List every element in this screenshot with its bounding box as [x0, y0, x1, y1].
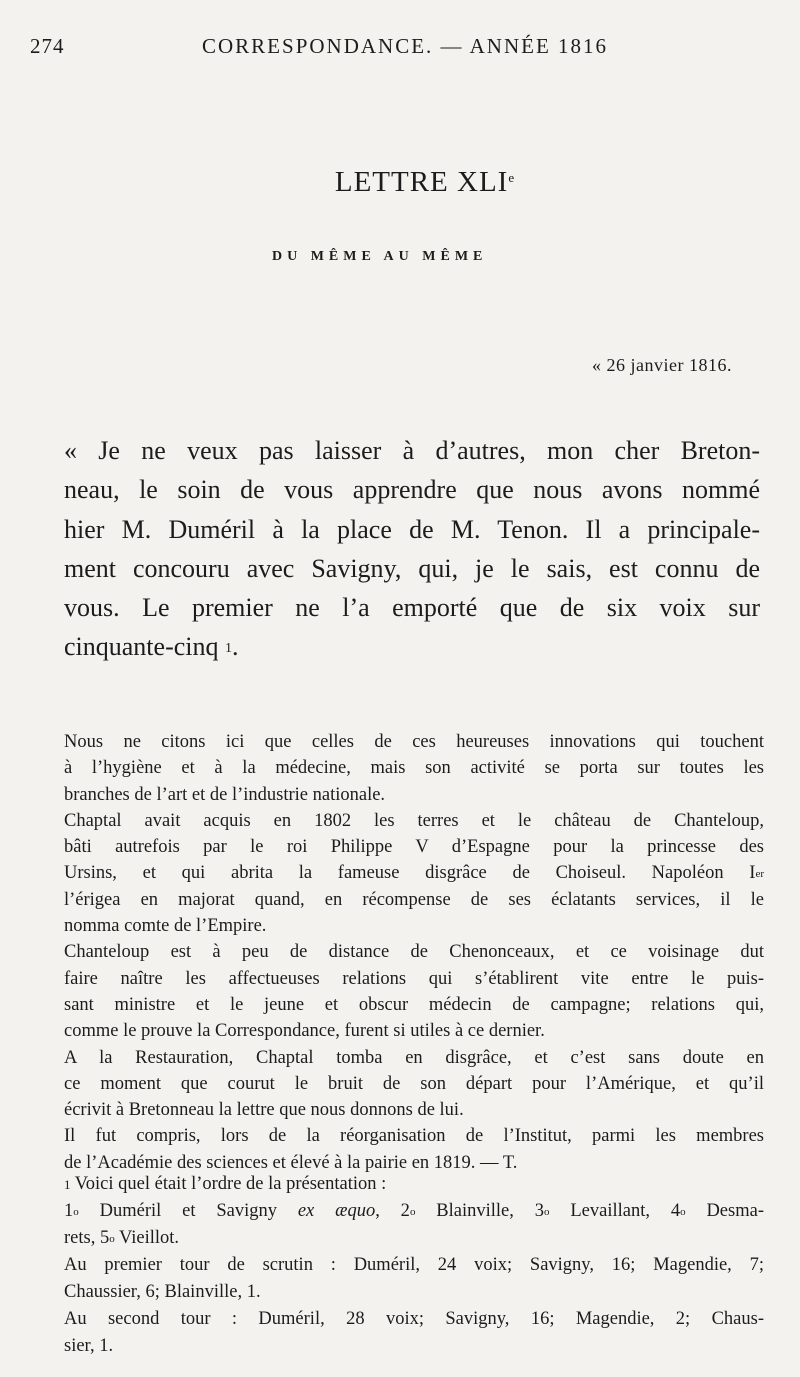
note-line: Chaptal avait acquis en 1802 les terres et le château de Chanteloup,	[64, 810, 764, 831]
letter-line-text: cinquante-cinq	[64, 632, 219, 662]
note-line: faire naître les affectueuses relations qui s’établirent vite entre le puis-	[64, 968, 764, 989]
ex-aequo: ex æquo	[297, 1201, 376, 1221]
note-line: bâti autrefois par le roi Philippe V d’Espagne pour la princesse des	[64, 837, 764, 858]
letter-line: neau, le soin de vous apprendre que nous avons nommé	[64, 475, 760, 505]
letter-title-text: LETTRE XLI	[334, 166, 509, 198]
letter-title	[0, 166, 800, 199]
note-line: sant ministre et le jeune et obscur médecin de campagne; relations qui,	[64, 994, 764, 1015]
note-line: écrivit à Bretonneau la lettre que nous donnons de lui.	[64, 1100, 464, 1121]
rank-2: , 2	[375, 1201, 410, 1221]
letter-line: vous. Le premier ne l’a emporté que de six voix sur	[64, 593, 760, 623]
note-line: comme le prouve la Correspondance, furent si utiles à ce dernier.	[64, 1021, 545, 1042]
degree-mark: o	[680, 1206, 686, 1218]
footnote-intro-line	[64, 1171, 764, 1198]
running-head	[30, 34, 770, 64]
ordinal-suffix: er	[755, 868, 764, 881]
note-line: l’érigea en majorat quand, en récompense de ses éclatants services, il le	[64, 889, 764, 910]
editor-notes	[64, 729, 764, 1176]
footnote-first-round: Au premier tour de scrutin : Duméril, 24 voix; Savigny, 16; Magendie, 7;	[64, 1255, 764, 1275]
running-title: CORRESPONDANCE. — ANNÉE 1816	[202, 34, 609, 58]
note-line: à l’hygiène et à la médecine, mais son activité se porta sur toutes les	[64, 758, 764, 779]
letter-body	[64, 431, 760, 667]
letter-date: « 26 janvier 1816.	[592, 355, 732, 375]
letter-line: ment concouru avec Savigny, qui, je le sais, est connu de	[64, 553, 760, 583]
note-line-text: Ursins, et qui abrita la fameuse disgrâce de Choiseul. Napoléon I	[64, 863, 756, 884]
note-line: nomma comte de l’Empire.	[64, 916, 267, 937]
footnote-reference[interactable]: 1	[225, 641, 232, 657]
note-line: Il fut compris, lors de la réorganisation de l’Institut, parmi les membres	[64, 1126, 764, 1147]
note-line: branches de l’art et de l’industrie nationale.	[64, 784, 386, 805]
degree-mark: o	[544, 1206, 550, 1218]
rank-3-text: Levaillant, 4	[549, 1201, 681, 1221]
note-line: de l’Académie des sciences et élevé à la pairie en 1819. — T.	[64, 1152, 518, 1173]
letter-title-suffix: e	[508, 170, 516, 185]
degree-mark: o	[109, 1233, 115, 1245]
footnote-second-round-cont: sier, 1.	[64, 1336, 114, 1356]
rank-4-text: Desma-	[685, 1201, 764, 1221]
degree-mark: o	[73, 1206, 79, 1218]
footnote-first-round-cont: Chaussier, 6; Blainville, 1.	[64, 1282, 261, 1302]
footnote-intro: Voici quel était l’ordre de la présentation :	[74, 1174, 387, 1194]
letter-subtitle: DU MÊME AU MÊME	[272, 249, 488, 264]
letter-line: « Je ne veux pas laisser à d’autres, mon cher Breton-	[64, 436, 760, 465]
rank-5-text: Vieillot.	[114, 1228, 180, 1248]
rank-1: 1	[64, 1201, 74, 1221]
footnote-marker: 1	[64, 1177, 71, 1192]
note-line: A la Restauration, Chaptal tomba en disgrâce, et c’est sans doute en	[64, 1047, 764, 1068]
degree-mark: o	[409, 1206, 416, 1218]
note-line: ce moment que courut le bruit de son départ pour l’Amérique, et qu’il	[64, 1073, 764, 1094]
note-line-napoleon	[64, 860, 764, 886]
footnote-presentation-line	[64, 1198, 764, 1225]
note-line: Chanteloup est à peu de distance de Chenonceaux, et ce voisinage dut	[64, 942, 764, 963]
rank-5: rets, 5	[64, 1228, 110, 1248]
rank-1-text: Duméril et Savigny	[78, 1201, 298, 1221]
note-line: Nous ne citons ici que celles de ces heureuses innovations qui touchent	[64, 732, 764, 752]
footnote-second-round: Au second tour : Duméril, 28 voix; Savigny, 16; Magendie, 2; Chaus-	[64, 1309, 764, 1329]
letter-line-last	[64, 627, 760, 666]
letter-line-end: .	[232, 632, 239, 662]
footnotes	[64, 1171, 764, 1360]
rank-2-text: Blainville, 3	[415, 1201, 544, 1221]
letter-line: hier M. Duméril à la place de M. Tenon. Il a principale-	[64, 514, 760, 544]
page-number: 274	[30, 34, 65, 58]
footnote-presentation-line	[64, 1225, 764, 1252]
